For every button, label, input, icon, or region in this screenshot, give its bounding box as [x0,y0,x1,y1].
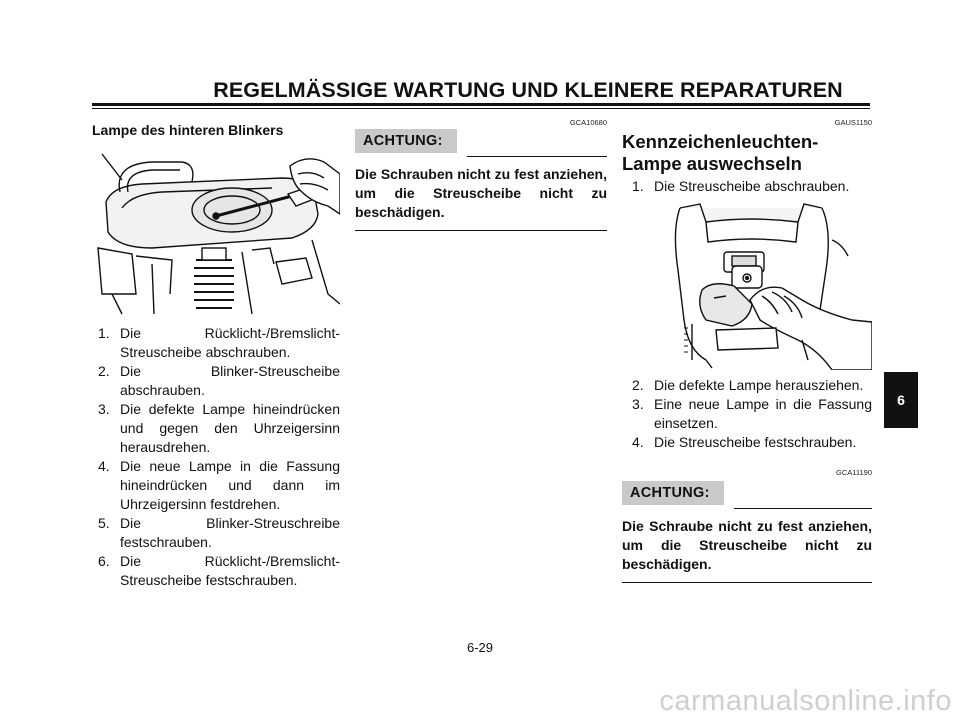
license-lamp-steps-b [622,376,872,452]
caution-code: GCA11190 [836,468,872,477]
header-rule [92,103,870,106]
rear-turn-signal-illustration [92,144,340,316]
list-item: 1. Die Rücklicht-/Bremslicht-Streuscheibe abschrauben. [98,325,340,360]
caution-badge: ACHTUNG: [355,129,457,153]
caution-text: Die Schraube nicht zu fest anziehen, um die Streuscheibe nicht zu beschädigen. [622,517,872,583]
caution-badge: ACHTUNG: [622,481,724,505]
caution-rule [467,156,607,157]
section-code: GAUS1150 [834,118,872,127]
list-item: 1. Die Streuscheibe abschrauben. [632,178,850,194]
caution-header [622,481,872,507]
right-column [622,118,872,583]
list-item: 2. Die defekte Lampe herausziehen. [632,377,864,393]
caution-header [355,129,607,155]
page-number: 6-29 [466,640,494,655]
list-item: 4. Die Streuscheibe festschrauben. [632,434,857,450]
list-item: 3. Die defekte Lampe hineindrücken und gegen den Uhrzeigersinn herausdrehen. [98,401,340,455]
list-item: 5. Die Blinker-Streuschreibe festschrauben. [98,515,340,550]
section-subtitle: Lampe des hinteren Blinkers [92,122,284,138]
license-lamp-steps-a [622,177,872,196]
left-column [92,118,340,590]
caution-text: Die Schrauben nicht zu fest anziehen, um die Streuscheibe nicht zu beschädigen. [355,165,607,231]
list-item: 2. Die Blinker-Streuscheibe abschrauben. [98,363,340,398]
caution-code: GCA10680 [569,118,607,127]
list-item: 4. Die neue Lampe in die Fassung hineindrücken und dann im Uhrzeigersinn festdrehen. [98,458,340,512]
list-item: 6. Die Rücklicht-/Bremslicht-Streuscheibe festschrauben. [98,553,340,588]
chapter-tab: 6 [884,372,918,428]
middle-column [355,118,607,231]
list-item: 3. Eine neue Lampe in die Fassung einsetzen. [632,396,872,431]
header-rule-thin [92,108,870,109]
section-title: Kennzeichenleuchten-Lampe auswechseln [622,131,819,174]
license-plate-light-illustration [622,200,872,370]
caution-rule [734,508,872,509]
rear-turn-signal-steps [92,324,340,590]
watermark: carmanualsonline.info [659,685,952,717]
page-title: REGELMÄSSIGE WARTUNG UND KLEINERE REPARATUREN [213,78,843,102]
